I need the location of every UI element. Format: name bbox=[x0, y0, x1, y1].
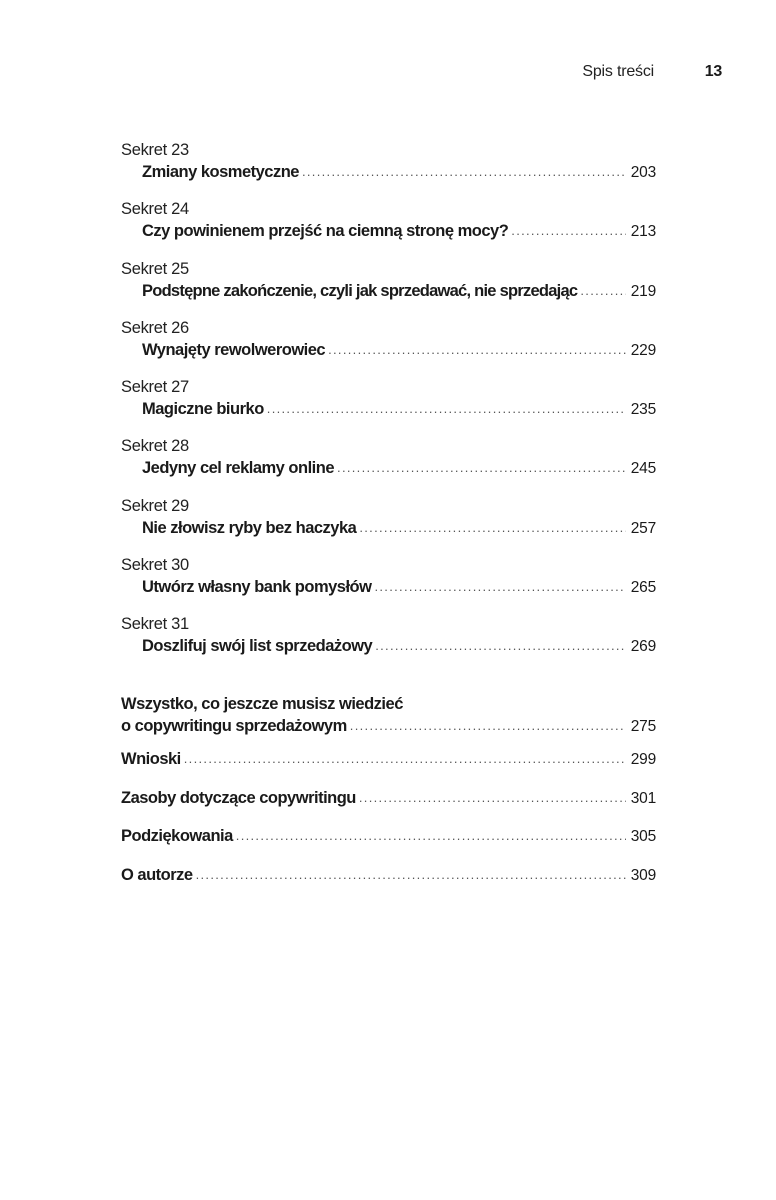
dot-leader bbox=[359, 517, 626, 539]
toc-entry-sekret-30[interactable] bbox=[121, 554, 656, 613]
dot-leader bbox=[337, 457, 626, 479]
entry-label: Sekret 27 bbox=[121, 378, 189, 397]
page-number: 13 bbox=[704, 63, 722, 80]
toc-entry-zasoby[interactable] bbox=[121, 787, 656, 826]
entry-label: Sekret 25 bbox=[121, 259, 189, 278]
entry-label: Sekret 28 bbox=[121, 437, 189, 456]
entry-line bbox=[121, 457, 656, 479]
dot-leader bbox=[328, 339, 626, 361]
entry-line bbox=[121, 339, 656, 361]
entry-title[interactable]: Magiczne biurko bbox=[142, 400, 264, 419]
entry-line bbox=[121, 398, 656, 420]
entry-title[interactable]: Wynajęty rewolwerowiec bbox=[142, 340, 326, 359]
dot-leader bbox=[580, 280, 626, 302]
entry-line bbox=[121, 220, 656, 242]
entry-line bbox=[121, 787, 656, 809]
dot-leader bbox=[184, 748, 626, 770]
toc-entry-sekret-25[interactable] bbox=[121, 258, 656, 317]
entry-title[interactable]: Utwórz własny bank pomysłów bbox=[142, 578, 372, 597]
entry-line bbox=[121, 864, 656, 886]
entry-page-number[interactable]: 235 bbox=[630, 401, 656, 419]
entry-page-number[interactable]: 299 bbox=[630, 751, 656, 768]
toc-entry-sekret-26[interactable] bbox=[121, 317, 656, 376]
entry-line bbox=[121, 748, 656, 770]
entry-title[interactable]: Podziękowania bbox=[121, 827, 233, 845]
entry-line bbox=[121, 635, 656, 657]
dot-leader bbox=[375, 635, 626, 657]
entry-label: Sekret 30 bbox=[121, 556, 189, 575]
back-matter-list bbox=[121, 693, 656, 902]
entry-line bbox=[121, 715, 656, 737]
entry-line bbox=[121, 825, 656, 847]
entry-title[interactable]: Czy powinienem przejść na ciemną stronę mocy? bbox=[142, 222, 509, 241]
dot-leader bbox=[196, 864, 626, 886]
entry-page-number[interactable]: 265 bbox=[630, 579, 656, 597]
entry-page-number[interactable]: 305 bbox=[630, 828, 656, 845]
entry-page-number[interactable]: 245 bbox=[630, 460, 656, 478]
entry-page-number[interactable]: 275 bbox=[630, 718, 656, 735]
entry-page-number[interactable]: 203 bbox=[630, 164, 656, 181]
dot-leader bbox=[359, 787, 626, 809]
entry-page-number[interactable]: 213 bbox=[630, 223, 656, 241]
table-of-contents bbox=[121, 139, 656, 673]
toc-entry-sekret-23[interactable] bbox=[121, 139, 656, 198]
toc-entry-sekret-27[interactable] bbox=[121, 376, 656, 435]
entry-page-number[interactable]: 301 bbox=[630, 789, 656, 807]
entry-label: Sekret 29 bbox=[121, 496, 189, 515]
entry-page-number[interactable]: 219 bbox=[630, 282, 656, 300]
entry-page-number[interactable]: 229 bbox=[630, 341, 656, 359]
entry-title[interactable]: Wnioski bbox=[121, 750, 181, 768]
dot-leader bbox=[374, 576, 626, 598]
entry-title[interactable]: O autorze bbox=[121, 865, 193, 884]
toc-entry-sekret-31[interactable] bbox=[121, 613, 656, 672]
entry-title[interactable]: Jedyny cel reklamy online bbox=[142, 459, 335, 478]
dot-leader bbox=[236, 825, 626, 847]
dot-leader bbox=[302, 161, 626, 183]
dot-leader bbox=[350, 715, 626, 737]
entry-title-line-2[interactable]: o copywritingu sprzedażowym bbox=[121, 717, 347, 735]
entry-line bbox=[121, 280, 656, 302]
toc-entry-wnioski[interactable] bbox=[121, 748, 656, 787]
entry-line bbox=[121, 517, 656, 539]
entry-title[interactable]: Nie złowisz ryby bez haczyka bbox=[142, 518, 357, 537]
entry-label: Sekret 24 bbox=[121, 200, 189, 219]
entry-title[interactable]: Zmiany kosmetyczne bbox=[142, 163, 299, 181]
entry-page-number[interactable]: 309 bbox=[630, 866, 656, 884]
toc-entry-o-autorze[interactable] bbox=[121, 864, 656, 903]
entry-title-line-1[interactable]: Wszystko, co jeszcze musisz wiedzieć bbox=[121, 695, 403, 713]
dot-leader bbox=[511, 220, 626, 242]
toc-entry-sekret-24[interactable] bbox=[121, 198, 656, 257]
entry-label: Sekret 23 bbox=[121, 141, 189, 159]
toc-entry-sekret-28[interactable] bbox=[121, 435, 656, 494]
entry-label: Sekret 26 bbox=[121, 318, 189, 337]
entry-title[interactable]: Doszlifuj swój list sprzedażowy bbox=[142, 637, 373, 656]
entry-label: Sekret 31 bbox=[121, 615, 189, 634]
running-title: Spis treści bbox=[582, 63, 654, 80]
page-header bbox=[0, 63, 776, 87]
toc-entry-podziekowania[interactable] bbox=[121, 825, 656, 864]
entry-title[interactable]: Podstępne zakończenie, czyli jak sprzedawać, nie sprzedając bbox=[142, 281, 578, 300]
entry-page-number[interactable]: 257 bbox=[630, 519, 656, 537]
entry-line bbox=[121, 576, 656, 598]
toc-entry-sekret-29[interactable] bbox=[121, 495, 656, 554]
entry-line bbox=[121, 161, 656, 183]
dot-leader bbox=[267, 398, 626, 420]
entry-page-number[interactable]: 269 bbox=[630, 638, 656, 656]
entry-title[interactable]: Zasoby dotyczące copywritingu bbox=[121, 788, 356, 807]
toc-entry-everything-else[interactable] bbox=[121, 693, 656, 748]
